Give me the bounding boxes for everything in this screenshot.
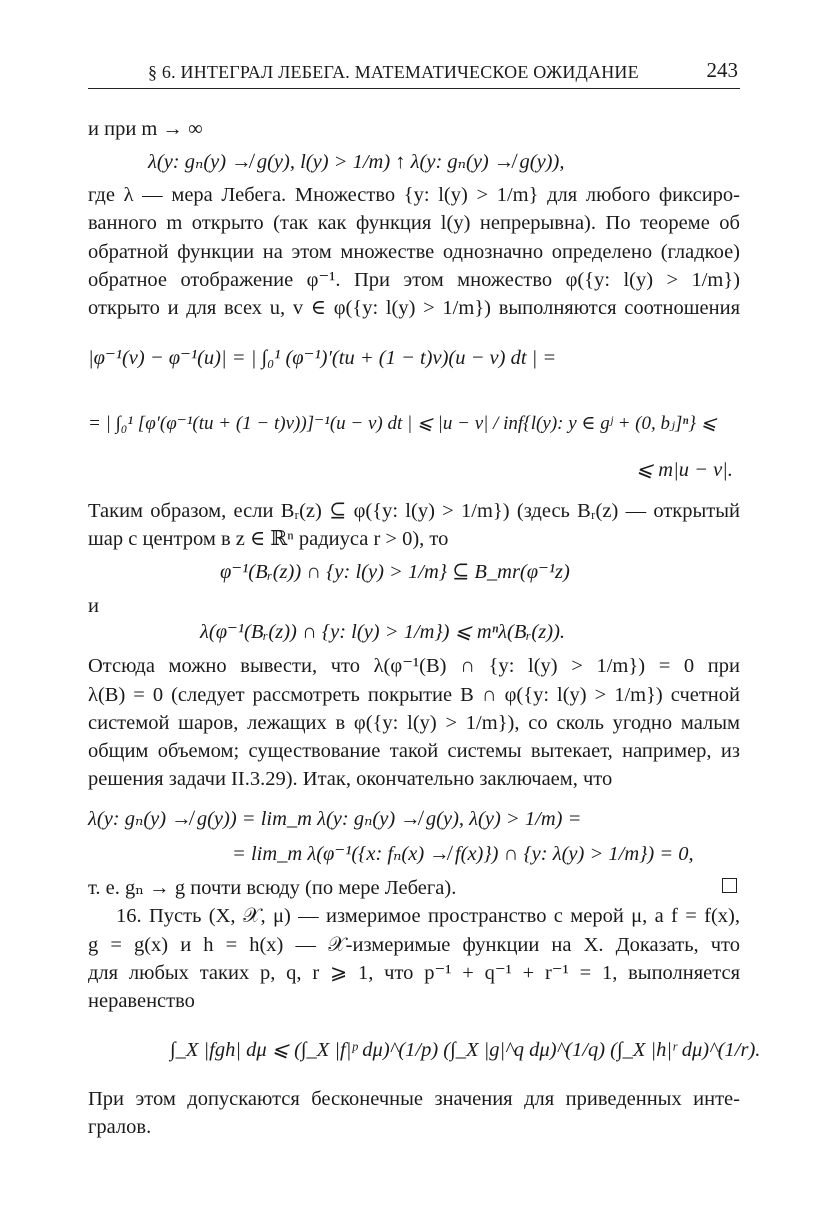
running-title: § 6. ИНТЕГРАЛ ЛЕБЕГА. МАТЕМАТИЧЕСКОЕ ОЖИДАНИЕ <box>148 62 639 82</box>
formula: |φ⁻¹(v) − φ⁻¹(u)| = | ∫₀¹ (φ⁻¹)′(tu + (1 − t)v)(u − v) dt | = <box>88 347 557 369</box>
page-number: 243 <box>706 58 738 82</box>
end-of-proof-box <box>722 878 737 893</box>
text-line: системой шаров, лежащих в φ({y: l(y) > 1/m}), со сколь угодно малым <box>88 712 740 734</box>
text-line: g = g(x) и h = h(x) — 𝒳-измеримые функции на X. Доказать, что <box>88 934 740 956</box>
text-line: ванного m открыто (так как функция l(y) непрерывна). По теореме об <box>88 212 740 234</box>
text-line: открыто и для всех u, v ∈ φ({y: l(y) > 1/m}) выполняются соотношения <box>88 297 740 319</box>
text-line: λ(B) = 0 (следует рассмотреть покрытие B ∩ φ({y: l(y) > 1/m}) счетной <box>88 684 740 706</box>
formula: λ(y: gₙ(y) ↛ g(y)) = lim_m λ(y: gₙ(y) ↛ g(y), λ(y) > 1/m) = <box>88 808 582 830</box>
text-line: для любых таких p, q, r ⩾ 1, что p⁻¹ + q⁻¹ + r⁻¹ = 1, выполняется <box>88 962 740 984</box>
formula: λ(y: gₙ(y) ↛ g(y), l(y) > 1/m) ↑ λ(y: gₙ(y) ↛ g(y)), <box>148 151 565 173</box>
text-line: обратной функции на этом множестве однозначно определено (гладкое) <box>88 241 740 263</box>
text-line: общим объемом; существование такой системы вытекает, например, из <box>88 740 740 762</box>
text-line: шар с центром в z ∈ ℝⁿ радиуса r > 0), то <box>88 528 449 550</box>
text-line: При этом допускаются бесконечные значения для приведенных инте- <box>88 1088 740 1110</box>
text-line: и <box>88 595 99 617</box>
text-line: Таким образом, если Bᵣ(z) ⊆ φ({y: l(y) > 1/m}) (здесь Bᵣ(z) — открытый <box>88 500 740 522</box>
formula: ⩽ m|u − v|. <box>636 459 733 481</box>
text-line: т. е. gₙ → g почти всюду (по мере Лебега). <box>88 877 457 899</box>
text-line: и при m → ∞ <box>88 118 203 140</box>
formula: = | ∫₀¹ [φ′(φ⁻¹(tu + (1 − t)v))]⁻¹(u − v) dt | ⩽ |u − v| / inf{l(y): y ∈ gʲ + (0, bⱼ]ⁿ} ⩽ <box>88 413 717 434</box>
page-header <box>88 58 740 89</box>
formula: = lim_m λ(φ⁻¹({x: fₙ(x) ↛ f(x)}) ∩ {y: λ(y) > 1/m}) = 0, <box>232 843 694 865</box>
text-line: неравенство <box>88 990 195 1012</box>
text-line: гралов. <box>88 1116 152 1138</box>
text-line: решения задачи II.3.29). Итак, окончательно заключаем, что <box>88 768 613 790</box>
formula: ∫_X |fgh| dμ ⩽ (∫_X |f|ᵖ dμ)^(1/p) (∫_X |g|^q dμ)^(1/q) (∫_X |h|ʳ dμ)^(1/r). <box>170 1039 761 1061</box>
problem-statement: 16. Пусть (X, 𝒳, μ) — измеримое пространство с мерой μ, а f = f(x), <box>116 905 740 927</box>
text-line: обратное отображение φ⁻¹. При этом множество φ({y: l(y) > 1/m}) <box>88 269 740 291</box>
formula: λ(φ⁻¹(Bᵣ(z)) ∩ {y: l(y) > 1/m}) ⩽ mⁿλ(Bᵣ(z)). <box>200 621 566 643</box>
formula: φ⁻¹(Bᵣ(z)) ∩ {y: l(y) > 1/m} ⊆ B_mr(φ⁻¹z) <box>220 561 570 583</box>
text-line: где λ — мера Лебега. Множество {y: l(y) > 1/m} для любого фиксиро- <box>88 184 740 206</box>
text-line: Отсюда можно вывести, что λ(φ⁻¹(B) ∩ {y: l(y) > 1/m}) = 0 при <box>88 655 740 677</box>
